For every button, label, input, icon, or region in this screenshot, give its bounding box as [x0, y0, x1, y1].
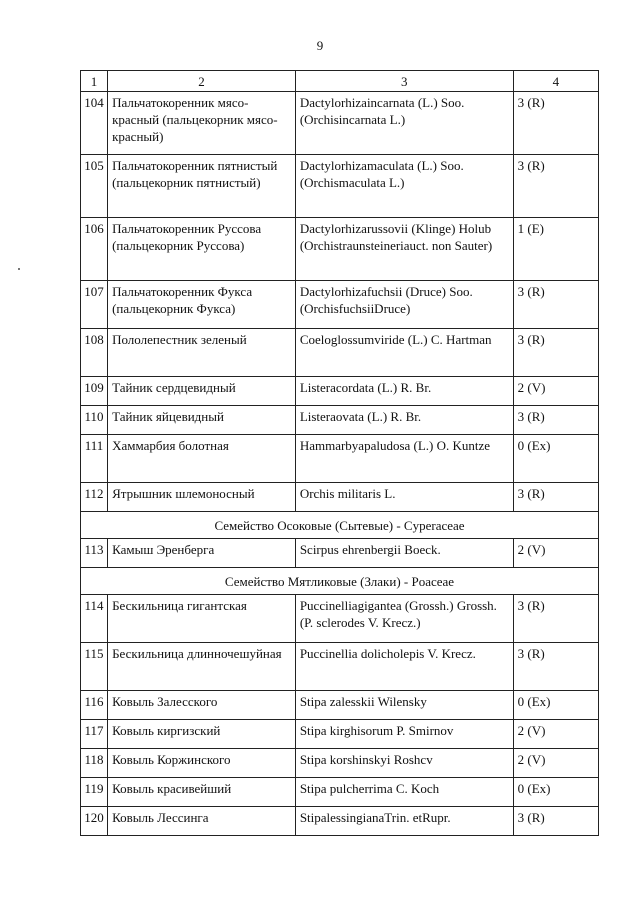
status-category: 2 (V): [513, 720, 598, 749]
table-row: [81, 281, 599, 329]
row-number: 113: [81, 539, 108, 568]
latin-name: Dactylorhizamaculata (L.) Soo. (Orchismaculata L.): [295, 155, 513, 218]
status-category: 0 (Ex): [513, 778, 598, 807]
latin-name: Dactylorhizafuchsii (Druce) Soo. (OrchisfuchsiiDruce): [295, 281, 513, 329]
table-row: [81, 329, 599, 377]
row-number: 110: [81, 406, 108, 435]
species-name: Бескильница длинночешуйная: [108, 643, 296, 691]
status-category: 0 (Ex): [513, 691, 598, 720]
family-row: [81, 512, 599, 539]
species-name: Ковыль Залесского: [108, 691, 296, 720]
row-number: 105: [81, 155, 108, 218]
latin-name: Orchis militaris L.: [295, 483, 513, 512]
species-table: [80, 70, 599, 836]
status-category: 3 (R): [513, 595, 598, 643]
row-number: 108: [81, 329, 108, 377]
latin-name: Scirpus ehrenbergii Boeck.: [295, 539, 513, 568]
status-category: 2 (V): [513, 749, 598, 778]
table-row: [81, 483, 599, 512]
page-number: 9: [316, 38, 324, 53]
status-category: 3 (R): [513, 281, 598, 329]
status-category: 3 (R): [513, 807, 598, 836]
row-number: 120: [81, 807, 108, 836]
row-number: 117: [81, 720, 108, 749]
table-row: [81, 435, 599, 483]
margin-mark: [18, 268, 20, 270]
latin-name: StipalessingianaTrin. etRupr.: [295, 807, 513, 836]
row-number: 116: [81, 691, 108, 720]
species-name: Ковыль киргизский: [108, 720, 296, 749]
row-number: 114: [81, 595, 108, 643]
species-name: Бескильница гигантская: [108, 595, 296, 643]
species-name: Тайник сердцевидный: [108, 377, 296, 406]
row-number: 104: [81, 92, 108, 155]
status-category: 3 (R): [513, 643, 598, 691]
table-row: [81, 539, 599, 568]
status-category: 1 (E): [513, 218, 598, 281]
status-category: 3 (R): [513, 155, 598, 218]
latin-name: Stipa pulcherrima C. Koch: [295, 778, 513, 807]
family-heading: Семейство Осоковые (Сытевые) - Cyperaceae: [81, 512, 599, 539]
species-table-body: [81, 71, 599, 836]
species-name: Ятрышник шлемоносный: [108, 483, 296, 512]
table-row: [81, 377, 599, 406]
table-row: [81, 749, 599, 778]
status-category: 0 (Ex): [513, 435, 598, 483]
latin-name: Coeloglossumviride (L.) C. Hartman: [295, 329, 513, 377]
latin-name: Hammarbyapaludosa (L.) O. Kuntze: [295, 435, 513, 483]
row-number: 112: [81, 483, 108, 512]
latin-name: Listeraovata (L.) R. Br.: [295, 406, 513, 435]
species-name: Ковыль Лессинга: [108, 807, 296, 836]
row-number: 109: [81, 377, 108, 406]
row-number: 106: [81, 218, 108, 281]
header-cell-4: 4: [513, 71, 598, 92]
latin-name: Stipa kirghisorum P. Smirnov: [295, 720, 513, 749]
header-cell-2: 2: [108, 71, 296, 92]
species-name: Ковыль Коржинского: [108, 749, 296, 778]
row-number: 111: [81, 435, 108, 483]
latin-name: Puccinellia dolicholepis V. Krecz.: [295, 643, 513, 691]
table-header-row: [81, 71, 599, 92]
table-row: [81, 218, 599, 281]
latin-name: Dactylorhizaincarnata (L.) Soo. (Orchisincarnata L.): [295, 92, 513, 155]
table-row: [81, 720, 599, 749]
species-name: Ковыль красивейший: [108, 778, 296, 807]
table-row: [81, 406, 599, 435]
species-name: Пальчатокоренник пятнистый (пальцекорник пятнистый): [108, 155, 296, 218]
table-row: [81, 643, 599, 691]
table-row: [81, 778, 599, 807]
species-name: Пальчатокоренник мясо-красный (пальцекорник мясо-красный): [108, 92, 296, 155]
species-name: Пальчатокоренник Фукса (пальцекорник Фукса): [108, 281, 296, 329]
row-number: 119: [81, 778, 108, 807]
table-row: [81, 691, 599, 720]
status-category: 2 (V): [513, 377, 598, 406]
latin-name: Listeracordata (L.) R. Br.: [295, 377, 513, 406]
table-row: [81, 92, 599, 155]
row-number: 118: [81, 749, 108, 778]
status-category: 3 (R): [513, 406, 598, 435]
table-row: [81, 595, 599, 643]
species-name: Пальчатокоренник Руссова (пальцекорник Руссова): [108, 218, 296, 281]
row-number: 107: [81, 281, 108, 329]
latin-name: Dactylorhizarussovii (Klinge) Holub (Orchistraunsteineriauct. non Sauter): [295, 218, 513, 281]
status-category: 2 (V): [513, 539, 598, 568]
latin-name: Stipa korshinskyi Roshcv: [295, 749, 513, 778]
status-category: 3 (R): [513, 92, 598, 155]
species-name: Камыш Эренберга: [108, 539, 296, 568]
species-name: Тайник яйцевидный: [108, 406, 296, 435]
row-number: 115: [81, 643, 108, 691]
header-cell-3: 3: [295, 71, 513, 92]
table-row: [81, 807, 599, 836]
header-cell-1: 1: [81, 71, 108, 92]
species-name: Пололепестник зеленый: [108, 329, 296, 377]
family-row: [81, 568, 599, 595]
latin-name: Stipa zalesskii Wilensky: [295, 691, 513, 720]
table-row: [81, 155, 599, 218]
status-category: 3 (R): [513, 329, 598, 377]
family-heading: Семейство Мятликовые (Злаки) - Poaceae: [81, 568, 599, 595]
species-name: Хаммарбия болотная: [108, 435, 296, 483]
latin-name: Puccinelliagigantea (Grossh.) Grossh. (P. sclerodes V. Krecz.): [295, 595, 513, 643]
status-category: 3 (R): [513, 483, 598, 512]
